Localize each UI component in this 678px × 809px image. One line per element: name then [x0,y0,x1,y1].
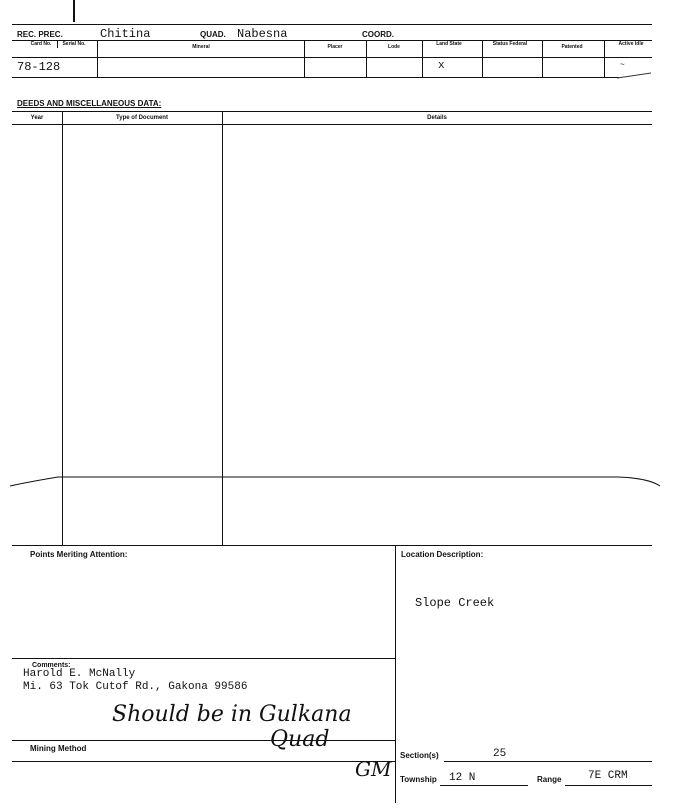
col-active-idle: Active Idle [618,41,644,47]
section-label: Section(s) [400,751,439,760]
claims-col-divider [422,40,423,77]
quad-label: QUAD. [200,30,226,39]
col-card-no: Card No. [30,41,52,47]
claims-col-divider [482,40,483,77]
handwritten-initials: GM [355,757,392,781]
col-lode: Lode [388,44,400,50]
col-serial-no: Serial No. [62,41,86,47]
comments-rule [12,658,395,659]
section-value: 25 [493,748,507,760]
comments-line-1: Harold E. McNally [23,668,136,680]
claims-col-divider [97,40,98,77]
claims-header-rule [12,57,652,58]
claims-bottom-rule [12,77,619,78]
section-line [444,761,652,762]
comments-label: Comments: [32,662,71,669]
handwritten-note: Should be in Gulkana [112,702,352,727]
deeds-top-rule [12,111,652,112]
col-details: Details [427,115,447,121]
deeds-header-rule [12,124,652,125]
mining-method-bottom-rule [12,761,395,762]
rec-prec-value: Chitina [100,27,151,41]
header-top-rule [12,24,652,25]
pencil-stroke [615,70,655,80]
header-bottom-rule [12,40,652,41]
claims-col-divider [304,40,305,77]
points-meriting-attention-label: Points Meriting Attention: [30,550,128,559]
copy-seam [8,470,668,490]
col-status-federal: Status Federal [492,41,528,47]
range-line [565,785,652,786]
location-description-label: Location Description: [401,550,484,559]
township-line [440,785,528,786]
claims-col-divider [57,40,58,48]
col-year: Year [30,115,44,121]
quad-value: Nabesna [237,27,288,41]
location-description-value: Slope Creek [415,596,495,610]
active-idle-marks: ~ [620,60,625,69]
coord-label: COORD. [362,30,394,39]
rec-prec-label: REC. PREC. [17,30,63,39]
comments-line-2: Mi. 63 Tok Cutof Rd., Gakona 99586 [23,681,248,693]
claims-col-divider [604,40,605,77]
col-type-of-document: Type of Document [116,115,168,121]
handwritten-note-quad: Quad [270,727,330,752]
lower-section-rule [12,545,652,546]
card-no-value: 78-128 [17,60,61,74]
lower-section-divider [395,545,396,803]
range-label: Range [537,775,562,784]
range-value: 7E CRM [588,770,628,782]
township-label: Township [400,775,437,784]
col-placer: Placer [327,44,343,50]
claims-col-divider [542,40,543,77]
mining-method-rule [12,740,395,741]
margin-tick [73,0,75,22]
mining-method-label: Mining Method [30,744,87,753]
col-land-state: Land State [436,41,462,47]
deeds-heading: DEEDS AND MISCELLANEOUS DATA: [17,99,162,108]
township-value: 12 N [449,772,476,784]
col-patented: Patented [561,44,583,50]
land-state-value: x [438,60,445,72]
col-mineral: Mineral [192,44,210,50]
claims-col-divider [366,40,367,77]
